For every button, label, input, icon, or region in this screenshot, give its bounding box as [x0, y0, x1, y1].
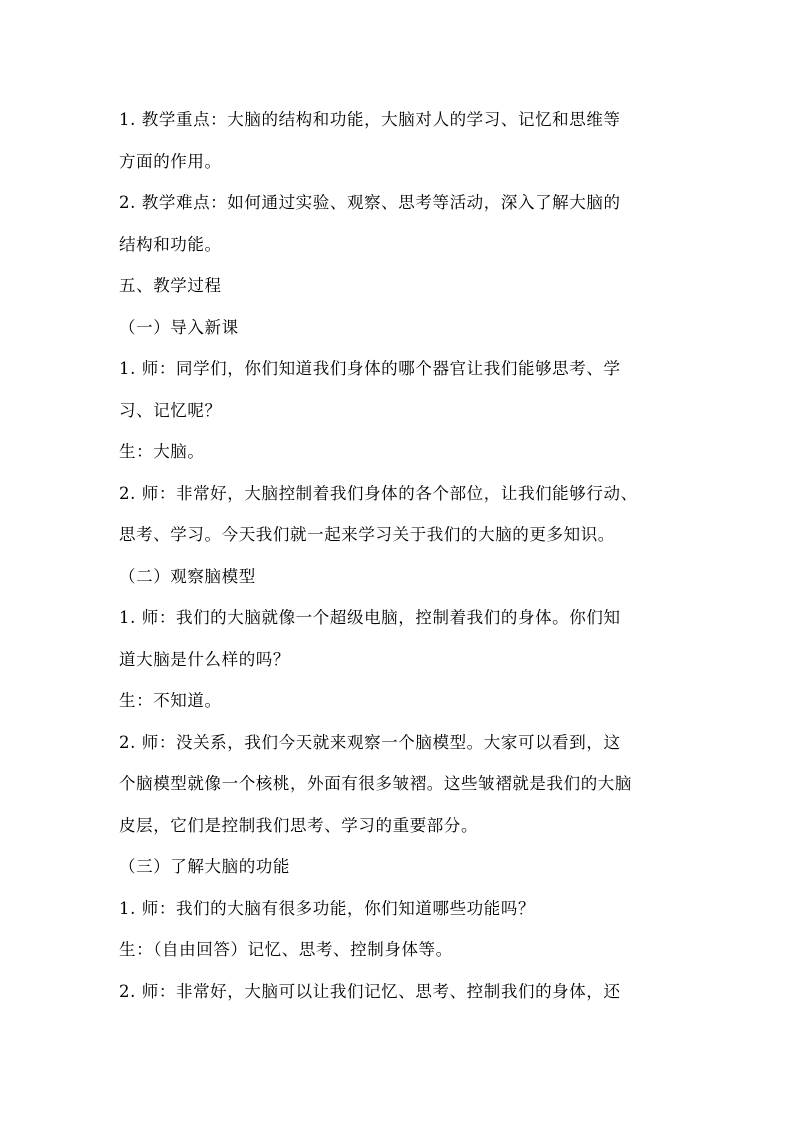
subsection-heading: （一）导入新课 [119, 317, 239, 337]
text-line: 1. 师：我们的大脑就像一个超级电脑，控制着我们的身体。你们知 [119, 608, 621, 627]
subsection-heading: （三）了解大脑的功能 [119, 857, 290, 876]
text-line: 2. 师：非常好，大脑可以让我们记忆、思考、控制我们的身体，还 [119, 981, 621, 1001]
text-line: 1. 师：同学们，你们知道我们身体的哪个器官让我们能够思考、学 [119, 359, 621, 378]
text-line: 道大脑是什么样的吗？ [119, 649, 290, 669]
text-line: 生：不知道。 [119, 691, 222, 710]
text-line: 2. 师：非常好，大脑控制着我们身体的各个部位，让我们能够行动、 [119, 483, 638, 503]
text-line: 1. 教学重点：大脑的结构和功能，大脑对人的学习、记忆和思维等 [119, 110, 621, 129]
text-line: 1. 师：我们的大脑有很多功能，你们知道哪些功能吗？ [119, 898, 536, 918]
text-line: 2. 师：没关系，我们今天就来观察一个脑模型。大家可以看到，这 [119, 732, 621, 752]
text-line: 生：大脑。 [119, 442, 205, 461]
text-line: 个脑模型就像一个核桃，外面有很多皱褶。这些皱褶就是我们的大脑 [119, 774, 632, 793]
text-line: 思考、学习。今天我们就一起来学习关于我们的大脑的更多知识。 [119, 525, 615, 544]
subsection-heading: （二）观察脑模型 [119, 566, 256, 586]
section-heading: 五、教学过程 [119, 276, 222, 295]
text-line: 方面的作用。 [119, 151, 222, 171]
text-line: 习、记忆呢？ [119, 400, 222, 420]
text-line: 结构和功能。 [119, 234, 222, 254]
text-line: 皮层，它们是控制我们思考、学习的重要部分。 [119, 815, 479, 835]
text-line: 生：（自由回答）记忆、思考、控制身体等。 [119, 940, 453, 959]
text-line: 2. 教学难点：如何通过实验、观察、思考等活动，深入了解大脑的 [119, 193, 621, 212]
document-body [119, 104, 689, 1017]
